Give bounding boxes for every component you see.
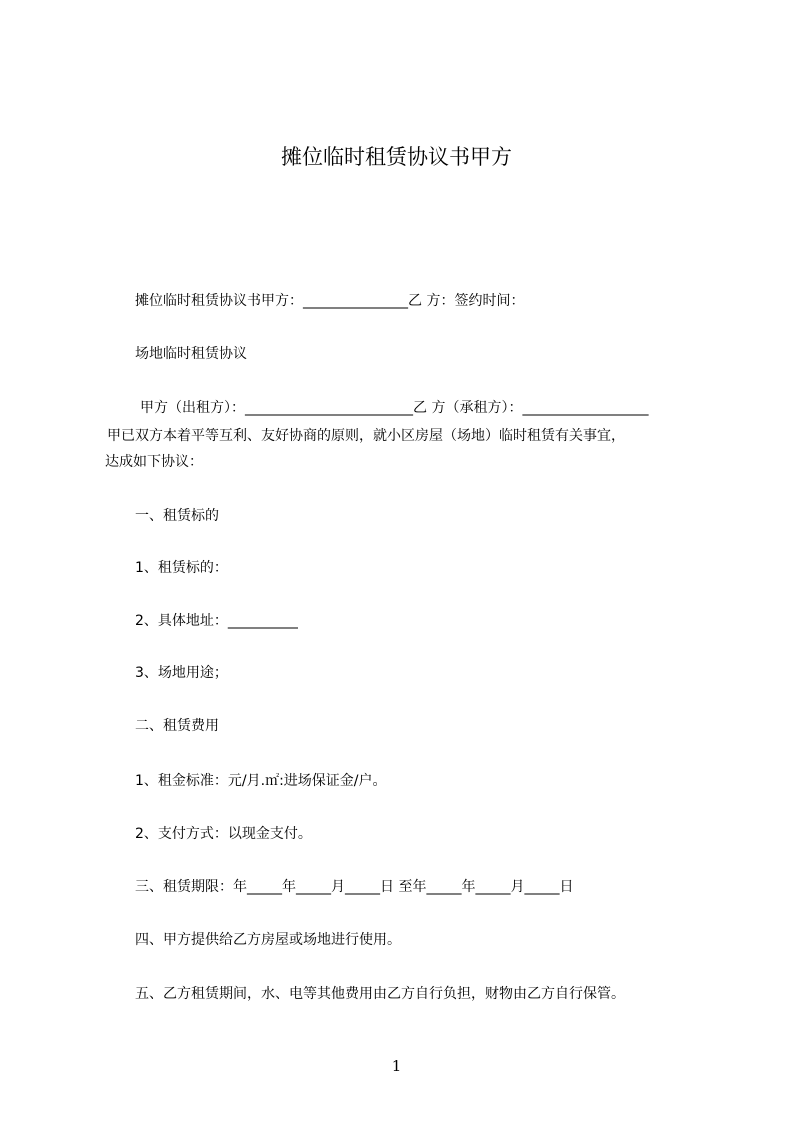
page-number: 1 xyxy=(391,1057,402,1075)
parties-line: 甲方（出租方）：________________________乙 方（承租方）：__________________ xyxy=(140,400,649,416)
preamble-line-2: 达成如下协议： xyxy=(105,454,203,470)
clause-2-1: 1、租金标准：元/月.㎡:进场保证金/户。 xyxy=(135,773,387,789)
agreement-heading: 场地临时租赁协议 xyxy=(135,346,247,362)
document-title: 摊位临时租赁协议书甲方 xyxy=(281,145,512,169)
preamble-line-1: 甲已双方本着平等互利、友好协商的原则，就小区房屋（场地）临时租赁有关事宜， xyxy=(107,428,625,444)
section-5: 五、乙方租赁期间，水、电等其他费用由乙方自行负担，财物由乙方自行保管。 xyxy=(135,986,625,1002)
section-1-heading: 一、租赁标的 xyxy=(135,508,219,524)
clause-1-2: 2、具体地址：__________ xyxy=(135,613,298,629)
clause-1-3: 3、场地用途； xyxy=(135,665,228,681)
clause-2-2: 2、支付方式：以现金支付。 xyxy=(135,826,312,842)
section-3-term: 三、租赁期限：年_____年_____月_____日 至年_____年_____月_____日 xyxy=(135,879,574,895)
section-4: 四、甲方提供给乙方房屋或场地进行使用。 xyxy=(135,932,401,948)
intro-line: 摊位临时租赁协议书甲方：_______________乙 方：签约时间： xyxy=(135,293,525,309)
section-2-heading: 二、租赁费用 xyxy=(135,718,219,734)
clause-1-1: 1、租赁标的： xyxy=(135,560,228,576)
